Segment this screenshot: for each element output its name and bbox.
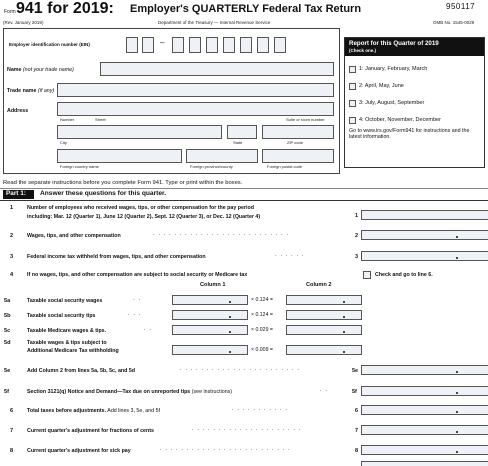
line-2-leader: . . . . . . . . . . . . . . . . . . . . . . . . . . [153,231,290,237]
form-word: Form [4,9,16,15]
line-5d-number: 5d [4,340,11,346]
line-5d-column-2-field[interactable] [286,345,362,355]
line-5d-text-a: Taxable wages & tips subject to [27,340,107,346]
line-5f-box-number: 5f [352,389,357,395]
part1-title: Answer these questions for this quarter. [40,190,167,197]
ein-label: Employer identification number (EIN) [9,42,90,47]
line-5a-column-2-field[interactable] [286,295,362,305]
line-4-checkbox[interactable] [363,271,371,279]
line-6-total-taxes-field[interactable] [361,405,488,415]
line-8-number: 8 [10,448,14,454]
ein-digit-6[interactable] [223,37,235,53]
line-5b-column-1-field[interactable] [172,310,248,320]
line-5d-column-1-field[interactable] [172,345,248,355]
report-panel-title: Report for this Quarter of 2019 [349,40,439,47]
line-5b-text: Taxable social security tips [27,313,96,319]
address-label: Address [7,108,29,114]
line-5a-text: Taxable social security wages [27,298,103,304]
line-3-number: 3 [10,254,14,260]
city-field[interactable] [57,125,222,139]
report-quarter-panel [344,37,485,168]
line-5e-total-field[interactable] [361,365,488,375]
foreign-country-label: Foreign country name [60,164,99,169]
line-7-text: Current quarter's adjustment for fractions of cents [27,428,154,434]
foreign-province-field[interactable] [186,149,258,163]
line-5a-leader: . . [133,296,142,302]
ein-digit-7[interactable] [240,37,252,53]
line-6-number: 6 [10,408,14,414]
line-3-leader: . . . . . . [275,252,305,258]
line-5c-column-2-field[interactable] [286,325,362,335]
line-8-text: Current quarter's adjustment for sick pay [27,448,131,454]
revision-date: (Rev. January 2019) [3,20,44,25]
line-3-withheld-field[interactable] [361,251,488,261]
ein-separator: – [160,38,165,47]
line-1-text-a: Number of employees who received wages, tips, or other compensation for the pay period [27,205,254,211]
form-number: 941 for 2019: [16,0,114,17]
zip-field[interactable] [262,125,334,139]
foreign-postal-field[interactable] [262,149,334,163]
ein-digit-8[interactable] [257,37,269,53]
quarter-1-label: 1: January, February, March [359,66,428,72]
line-4-text: If no wages, tips, and other compensation are subject to social security or Medicare tax [27,272,248,278]
trade-name-label: Trade name (if any) [7,88,55,94]
instructions-line: Read the separate instructions before you complete Form 941. Type or print within the boxes. [3,180,243,186]
line-5b-column-2-field[interactable] [286,310,362,320]
ein-digit-2[interactable] [142,37,154,53]
line-1-text-b: including: Mar. 12 (Quarter 1), June 12 (Quarter 2), Sept. 12 (Quarter 3), or Dec. 12 (Quarter 4) [27,214,261,220]
line-5d-rate: × 0.009 = [251,347,273,353]
line-5c-leader: . . [144,326,153,332]
line-4-number: 4 [10,272,14,278]
column-2-header: Column 2 [306,282,332,288]
quarter-1-checkbox[interactable] [349,66,356,73]
line-5b-leader: . . . [128,311,142,317]
name-label: Name (not your trade name) [7,67,74,73]
line-6-box-number: 6 [355,408,359,414]
line-7-number: 7 [10,428,14,434]
line-5b-number: 5b [4,313,11,319]
column-1-header: Column 1 [200,282,226,288]
quarter-3-checkbox[interactable] [349,100,356,107]
line-3-text: Federal income tax withheld from wages, tips, and other compensation [27,254,206,260]
line-1-number: 1 [10,205,14,211]
line-5a-column-1-field[interactable] [172,295,248,305]
line-6-text: Total taxes before adjustments. Add lines 3, 5e, and 5f [27,408,160,414]
next-line-field-partial[interactable] [361,461,488,466]
line-2-wages-field[interactable] [361,230,488,240]
foreign-country-field[interactable] [57,149,182,163]
line-5d-text-b: Additional Medicare Tax withholding [27,348,119,354]
address-street-field[interactable] [57,102,334,116]
omb-number: OMB No. 1545-0029 [433,20,475,25]
line-5b-rate: × 0.124 = [251,312,273,318]
state-label: State [233,140,243,145]
form-code: 950117 [446,2,476,11]
line-5f-leader: . . [320,387,329,393]
line-7-box-number: 7 [355,428,359,434]
line-5e-number: 5e [4,368,11,374]
foreign-postal-label: Foreign postal code [267,164,303,169]
line-3-box-number: 3 [355,254,359,260]
line-8-sick-pay-field[interactable] [361,445,488,455]
zip-label: ZIP code [287,140,303,145]
line-2-text: Wages, tips, and other compensation [27,233,121,239]
line-5f-tips-field[interactable] [361,386,488,396]
line-5f-number: 5f [4,389,9,395]
line-2-box-number: 2 [355,233,359,239]
suite-label: Suite or room number [286,117,325,122]
quarter-2-label: 2: April, May, June [359,83,404,89]
line-5e-box-number: 5e [352,368,359,374]
line-1-box-number: 1 [355,213,359,219]
street-label: Street [95,117,106,122]
line-7-fractions-field[interactable] [361,425,488,435]
line-5e-leader: . . . . . . . . . . . . . . . . . . . . . . . [180,366,301,372]
form-title: Employer's QUARTERLY Federal Tax Return [130,3,362,15]
name-field[interactable] [100,62,334,76]
foreign-province-label: Foreign province/county [190,164,233,169]
line-8-leader: . . . . . . . . . . . . . . . . . . . . . . . . . [160,446,291,452]
ein-digit-9[interactable] [274,37,286,53]
divider [0,188,488,189]
quarter-4-checkbox[interactable] [349,117,356,124]
line-8-box-number: 8 [355,448,359,454]
line-2-number: 2 [10,233,14,239]
line-5f-text: Section 3121(q) Notice and Demand—Tax due on unreported tips (see instructions) [27,389,233,395]
line-7-leader: . . . . . . . . . . . . . . . . . . . . . [192,426,302,432]
report-panel-check: (Check one.) [349,48,377,53]
state-field[interactable] [227,125,257,139]
ein-digit-5[interactable] [206,37,218,53]
line-5e-text: Add Column 2 from lines 5a, 5b, 5c, and 5d [27,368,136,374]
line-5a-rate: × 0.124 = [251,297,273,303]
trade-name-field[interactable] [57,83,334,97]
line-1-employee-count-field[interactable] [361,210,488,220]
line-5a-number: 5a [4,298,11,304]
divider [0,200,488,201]
department-line: Department of the Treasury — Internal Revenue Service [158,20,271,25]
city-label: City [60,140,67,145]
line-5c-text: Taxable Medicare wages & tips. [27,328,107,334]
line-5c-rate: × 0.029 = [251,327,273,333]
line-6-leader: . . . . . . . . . . . [232,406,289,412]
line-5c-number: 5c [4,328,11,334]
ein-digit-3[interactable] [172,37,184,53]
line-4-check-label: Check and go to line 6. [375,272,433,278]
line-5c-column-1-field[interactable] [172,325,248,335]
part1-tag: Part 1: [6,190,26,197]
quarter-4-label: 4: October, November, December [359,117,441,123]
quarter-3-label: 3: July, August, September [359,100,425,106]
report-panel-note: Go to www.irs.gov/Form941 for instructions and the latest information. [349,128,470,141]
number-label: Number [60,117,75,122]
ein-digit-4[interactable] [189,37,201,53]
ein-digit-1[interactable] [126,37,138,53]
quarter-2-checkbox[interactable] [349,83,356,90]
